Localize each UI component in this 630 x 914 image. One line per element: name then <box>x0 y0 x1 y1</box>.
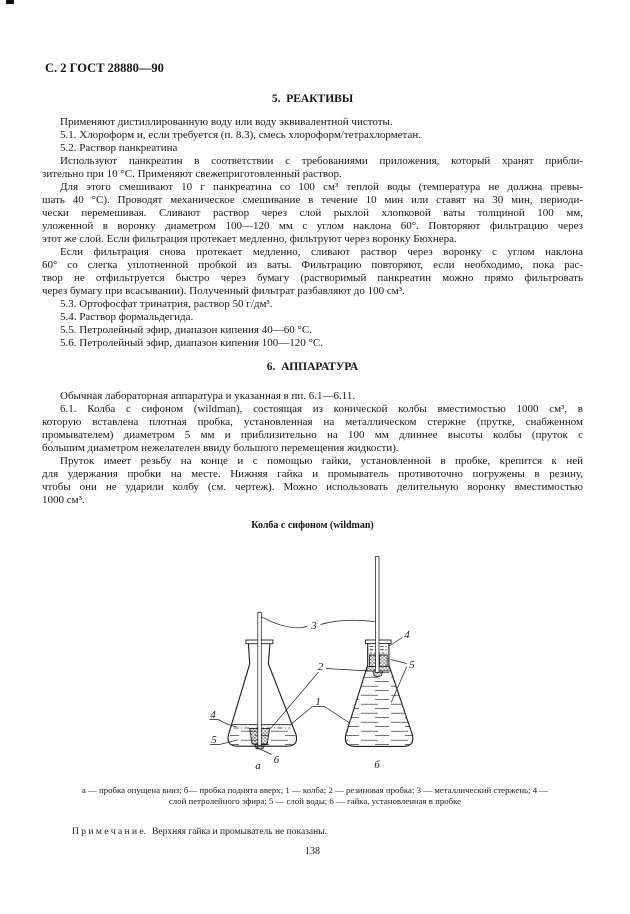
text-line: для удержания пробки на месте. Нижняя гайка и промыватель противоточно погружены в резину, <box>42 468 583 480</box>
water-body-b <box>346 671 413 747</box>
section-5-body <box>42 116 583 350</box>
text-line: шать 40 °С). Проводят механическое смешивание в течение 10 мин или ставят на 30 мин, периоди- <box>42 194 583 206</box>
figure-label-water-right: 5 <box>409 659 415 671</box>
note-label: П р и м е ч а н и е. <box>72 827 147 837</box>
section-6-title: 6. АППАРАТУРА <box>266 361 359 373</box>
text-line: Если фильтрация снова протекает медленно, сливают раствор через воронку с углом наклона <box>60 246 583 258</box>
text-line: промывателем) диаметром 5 мм и приблизительно на 100 мм длиннее высоты колбы (пруток с <box>42 429 583 441</box>
text-line: 5.1. Хлороформ и, если требуется (п. 8.3), смесь хлороформ/тетрахлорметан. <box>60 129 421 141</box>
text-line: 5.6. Петролейный эфир, диапазон кипения 100—120 °С. <box>60 337 323 349</box>
metal-rod-b <box>376 557 380 673</box>
page-number: 138 <box>305 846 320 857</box>
figure-title: Колба с сифоном (wildman) <box>251 520 374 531</box>
text-line: Для этого смешивают 10 г панкреатина со 100 см³ теплой воды (температура не должна превы- <box>60 181 583 193</box>
wildman-flask-diagram <box>150 550 490 782</box>
figure-label-variant-a: а <box>255 760 261 772</box>
text-line: чески перемешивая. Сливают раствор через слой рыхлой хлопковой ваты толщиной 100 мм, <box>42 207 583 219</box>
figure-label-flask: 1 <box>315 696 321 708</box>
leader-3 <box>261 617 375 628</box>
page-header: С. 2 ГОСТ 28880—90 <box>45 61 164 75</box>
figure-label-ether-right: 4 <box>404 629 410 641</box>
figure-caption-line: слой петролейного эфира; 5 — слой воды; 6 — гайка, установленная в пробке <box>168 796 462 806</box>
figure-caption-line: а — пробка опущена вниз; б— пробка поднята вверх; 1 — колба; 2 — резиновая пробка; 3 — металлический стержень; 4 — <box>81 785 549 795</box>
scan-artifact <box>6 0 14 4</box>
text-line: уложенной в воронку диаметром 100—120 мм с углом наклона 60°. Повторяют фильтрацию через <box>42 220 583 232</box>
text-line: бо́льшим диаметром нежелателен ввиду большого перемещения жидкости). <box>42 442 399 454</box>
note-text: Верхняя гайка и промыватель не показаны. <box>152 827 327 837</box>
text-line: 1000 см³. <box>42 494 85 506</box>
text-line: 5.5. Петролейный эфир, диапазон кипения 40—60 °С. <box>60 324 312 336</box>
figure-label-ether-left: 4 <box>210 709 216 721</box>
rubber-cork-b-left <box>369 655 375 667</box>
figure-label-cork: 2 <box>317 661 324 673</box>
text-line: Обычная лабораторная аппаратура и указанная в пп. 6.1—6.11. <box>60 390 356 402</box>
rubber-cork-b-right <box>380 655 388 667</box>
section-6-body <box>42 390 583 507</box>
metal-rod-a <box>258 613 262 746</box>
text-line: 6.1. Колба с сифоном (wildman), состоящая из конической колбы вместимостью 1000 см³, в <box>60 403 583 415</box>
figure-label-nut: 6 <box>273 754 280 766</box>
flask-b-cork-raised <box>345 557 413 747</box>
text-line: зительно при 10 °С. Применяют свежеприготовленный раствор. <box>42 168 342 180</box>
text-line: 60° со слегка уплотненной пробкой из ваты. Фильтрацию повторяют, если необходимо, пока рас- <box>42 259 583 271</box>
figure-label-variant-b: б <box>374 759 380 771</box>
figure-note <box>72 827 327 837</box>
section-5-title: 5. РЕАКТИВЫ <box>271 93 354 105</box>
text-line: которую вставлена плотная пробка, установленная на металлическом стержне (прутке, снабженном <box>42 416 583 428</box>
text-line: 5.3. Ортофосфат тринатрия, раствор 50 г/дм³. <box>60 298 273 310</box>
text-line: чтобы они не ударили колбу (см. чертеж). Можно использовать делительную воронку вместимостью <box>42 481 583 493</box>
text-line: 5.2. Раствор панкреатина <box>60 142 178 154</box>
text-line: Применяют дистиллированную воду или воду эквивалентной чистоты. <box>60 116 393 128</box>
figure-caption <box>35 785 595 807</box>
figure-label-water-left: 5 <box>211 734 217 746</box>
text-line: через бумагу при всасывании). Полученный фильтрат разбавляют до 100 см³. <box>42 285 405 297</box>
figure-label-rod: 3 <box>311 620 317 632</box>
text-line: Пруток имеет резьбу на конце и с помощью гайки, установленной в пробке, крепится к ней <box>60 455 583 467</box>
text-line: этот же слой. Если фильтрация протекает медленно, фильтруют через воронку Бюхнера. <box>42 233 457 245</box>
leader-1 <box>291 707 350 724</box>
flask-a-cork-lowered <box>228 613 297 749</box>
leader-6 <box>256 747 272 755</box>
text-line: 5.4. Раствор формальдегида. <box>60 311 194 323</box>
text-line: твор не отфильтруется быстро через бумагу (растворимый панкреатин можно прямо фильтровать <box>42 272 583 284</box>
text-line: Используют панкреатин в соответствии с требованиями приложения, который хранят прибли- <box>60 155 583 167</box>
